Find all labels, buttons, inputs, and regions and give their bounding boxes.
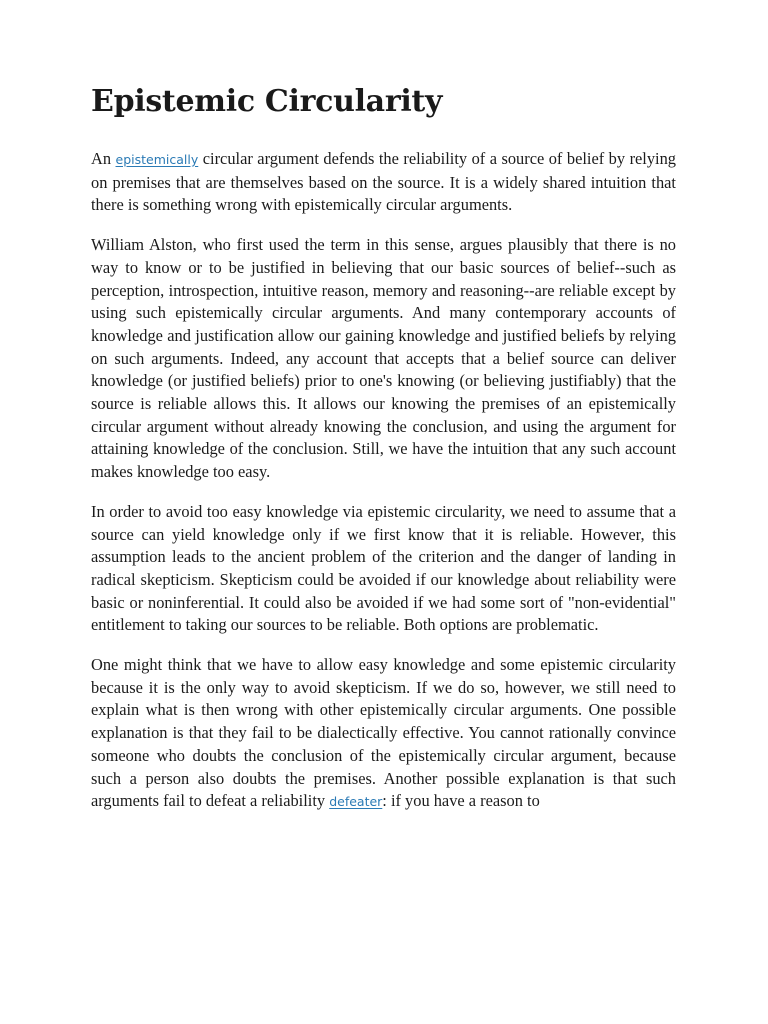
paragraph-2: William Alston, who first used the term in this sense, argues plausibly that there is no way to know or to be justified in believing that our basic sources of belief--such as perception, introspection, intuitive reason, memory and reasoning--are reliable except by using such epistemically circular arguments. And many contemporary accounts of knowledge and justification allow our gaining knowledge and justified beliefs by relying on such arguments. Indeed, any account that accepts that a belief source can deliver knowledge (or justified beliefs) prior to one's knowing (or believing justifiably) that the source is reliable allows this. It allows our knowing the premises of an epistemically circular argument without already knowing the conclusion, and using the argument for attaining knowledge of the conclusion. Still, we have the intuition that any such account makes knowledge too easy. xyxy=(91,235,676,482)
epistemically-link[interactable]: epistemically xyxy=(115,152,199,167)
paragraph-4-rest: : if you have a reason to xyxy=(382,791,540,811)
defeater-link[interactable]: defeater xyxy=(329,794,383,810)
paragraph-4-lead: One might think that we have to allow easy knowledge and some epistemic circularity because it is the only way to avoid skepticism. If we do so, however, we still need to explain what is then wrong with other epistemically circular arguments. One possible explanation is that they fail to be dialectically effective. You cannot rationally convince someone who doubts the conclusion of the epistemically circular argument, because such a person also doubts the premises. Another possible explanation is that such arguments fail to defeat a reliability xyxy=(91,655,676,811)
document-page xyxy=(91,78,676,831)
paragraph-1-lead: An xyxy=(91,149,116,168)
paragraph-3: In order to avoid too easy knowledge via epistemic circularity, we need to assume that a source can yield knowledge only if we first know that it is reliable. However, this assumption leads to the ancient problem of the criterion and the danger of landing in radical skepticism. Skepticism could be avoided if our knowledge about reliability were basic or noninferential. It could also be avoided if we had some sort of "non-evidential" entitlement to taking our sources to be reliable. Both options are problematic. xyxy=(91,501,676,635)
page-title: Epistemic Circularity xyxy=(91,84,443,119)
paragraph-1 xyxy=(91,148,676,217)
paragraph-1-rest: circular argument defends the reliability of a source of belief by relying on premises that are themselves based on the source. It is a widely shared intuition that there is something wrong with epistemically circular arguments. xyxy=(91,149,676,215)
paragraph-4 xyxy=(91,654,676,814)
